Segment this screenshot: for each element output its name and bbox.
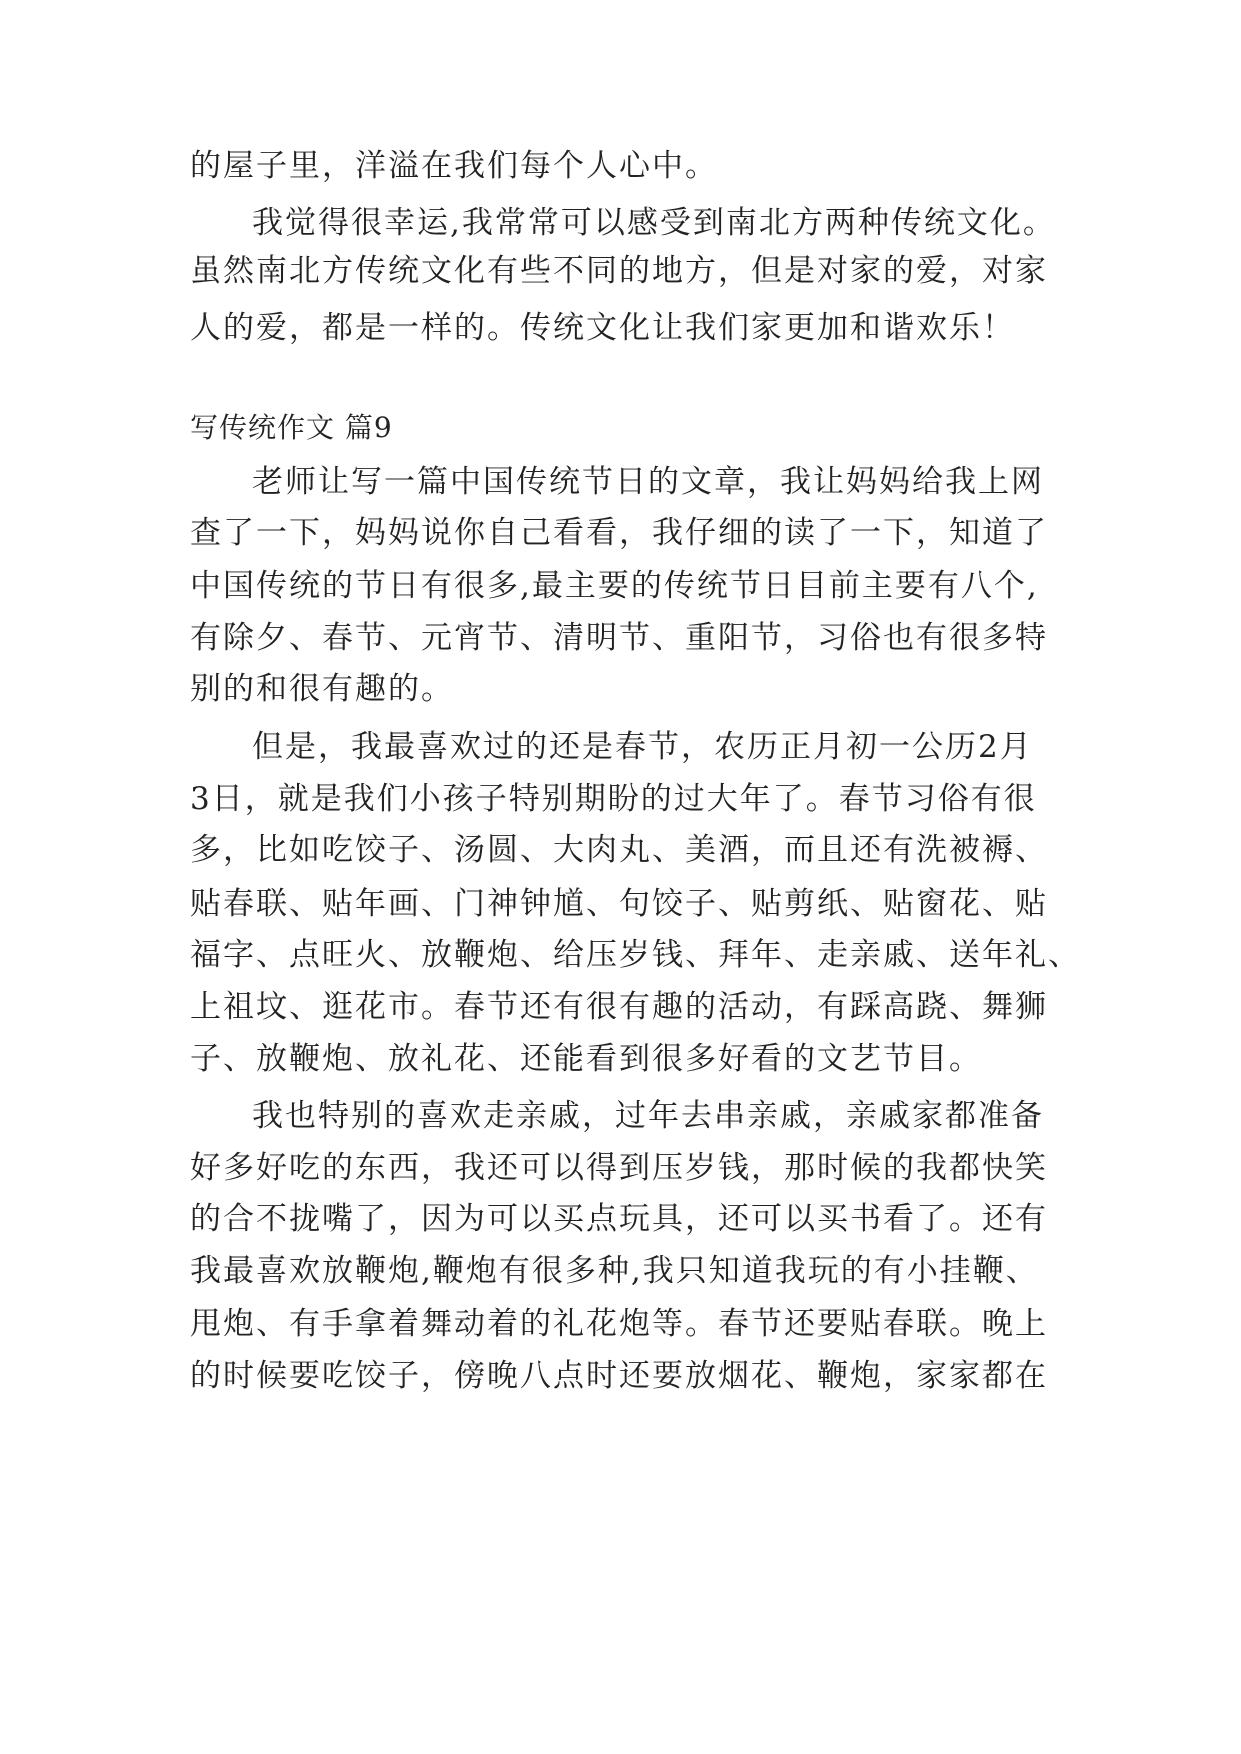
- paragraph-line: 子、放鞭炮、放礼花、还能看到很多好看的文艺节目。: [190, 1041, 982, 1077]
- paragraph-line: 福字、点旺火、放鞭炮、给压岁钱、拜年、走亲戚、送年礼、: [190, 937, 1081, 973]
- paragraph-line: 人的爱，都是一样的。传统文化让我们家更加和谐欢乐！: [190, 310, 1015, 346]
- paragraph-line: 老师让写一篇中国传统节日的文章，我让妈妈给我上网: [252, 464, 1044, 500]
- paragraph-line: 的合不拢嘴了，因为可以买点玩具，还可以买书看了。还有: [190, 1201, 1048, 1237]
- paragraph-line: 我最喜欢放鞭炮,鞭炮有很多种,我只知道我玩的有小挂鞭、: [190, 1253, 1039, 1289]
- paragraph-line: 的时候要吃饺子，傍晚八点时还要放烟花、鞭炮，家家都在: [190, 1358, 1048, 1394]
- paragraph-line: 我也特别的喜欢走亲戚，过年去串亲戚，亲戚家都准备: [252, 1098, 1044, 1134]
- paragraph-line: 我觉得很幸运,我常常可以感受到南北方两种传统文化。: [252, 205, 1056, 241]
- paragraph-line: 3日，就是我们小孩子特别期盼的过大年了。春节习俗有很: [190, 781, 1037, 817]
- paragraph-line: 甩炮、有手拿着舞动着的礼花炮等。春节还要贴春联。晚上: [190, 1306, 1048, 1342]
- paragraph-line: 虽然南北方传统文化有些不同的地方，但是对家的爱，对家: [190, 253, 1048, 289]
- paragraph-line: 别的和很有趣的。: [190, 671, 454, 707]
- paragraph-line: 贴春联、贴年画、门神钟馗、句饺子、贴剪纸、贴窗花、贴: [190, 886, 1048, 922]
- paragraph-line: 有除夕、春节、元宵节、清明节、重阳节，习俗也有很多特: [190, 620, 1048, 656]
- paragraph-line: 好多好吃的东西，我还可以得到压岁钱，那时候的我都快笑: [190, 1150, 1048, 1186]
- section-title: 写传统作文 篇9: [190, 411, 393, 444]
- paragraph-line: 多，比如吃饺子、汤圆、大肉丸、美酒，而且还有洗被褥、: [190, 832, 1048, 868]
- paragraph-line: 查了一下，妈妈说你自己看看，我仔细的读了一下，知道了: [190, 515, 1048, 551]
- paragraph-line: 但是，我最喜欢过的还是春节，农历正月初一公历2月: [252, 729, 1033, 765]
- paragraph-line: 中国传统的节日有很多,最主要的传统节日目前主要有八个,: [190, 568, 1039, 604]
- paragraph-line: 的屋子里，洋溢在我们每个人心中。: [190, 148, 718, 184]
- paragraph-line: 上祖坟、逛花市。春节还有很有趣的活动，有踩高跷、舞狮: [190, 989, 1048, 1025]
